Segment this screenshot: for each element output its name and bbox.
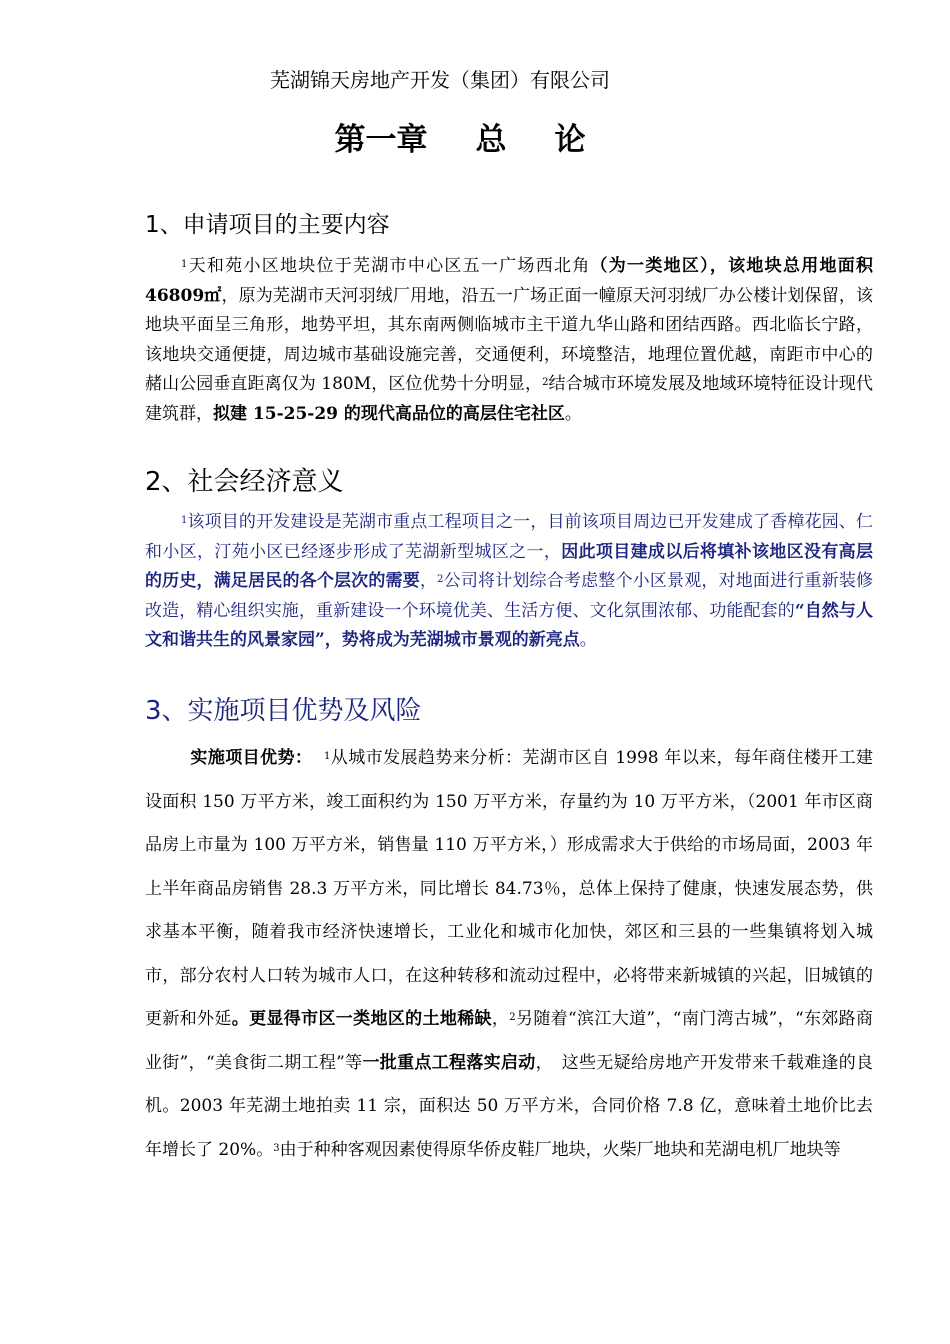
footnote-marker: 2 [437, 574, 444, 585]
bold-run: （为一类地区），该地块总用地面积 46809㎡ [145, 256, 874, 306]
section-3-heading: 3、实施项目优势及风险 [145, 696, 422, 726]
text-run: 另随着“滨江大道”，“南门湾古城”，“东郊路商业街”，“美食街二期工程”等 [145, 1009, 874, 1073]
section-3-paragraph [145, 737, 873, 1172]
chapter-title-char-1: 总 [475, 122, 507, 158]
footnote-marker: 2 [542, 377, 549, 388]
text-run: 。 [564, 403, 582, 424]
text-run: 从城市发展趋势来分析：芜湖市区自 1998 年以来，每年商住楼开工建设面积 150 万平方米，竣工面积约为 150 万平方米，存量约为 10 万平方米，（2001 年市区商品房上市量为 100 万平方米，销售量 110 万平方米，）形成需求大于供给的市场局面，2003 年上半年商品房销售 28.3 万平方米，同比增长 84.73％，总体上保持了健康，快速发展态势，供求基本平衡，随着我市经济快速增长，工业化和城市化加快，郊区和三县的一些集镇将划入城市，部分农村人口转为城市人口，在这种转移和流动过程中，必将带来新城镇的兴起，旧城镇的更新和外延 [145, 748, 874, 1029]
bold-run: 拟建 15-25-29 的现代高品位的高层住宅社区 [213, 403, 565, 424]
bold-run: “自然与人文和谐共生的风景家园”，势将成为芜湖城市景观的新亮点 [145, 600, 874, 650]
bold-run: 因此项目建成以后将填补该地区没有高层的历史，满足居民的各个层次的需要 [145, 541, 874, 591]
text-run: 公司将计划综合考虑整个小区景观，对地面进行重新装修改造，精心组织实施，重新建设一个环境优美、生活方便、文化氛围浓郁、功能配套的 [145, 571, 874, 621]
text-run: ， 这些无疑给房地产开发带来千载难逢的良机。2003 年芜湖土地拍卖 11 宗，面积达 50 万平方米，合同价格 7.8 亿，意味着土地价比去年增长了 20%。 [145, 1052, 874, 1160]
text-run: 该项目的开发建设是芜湖市重点工程项目之一，目前该项目周边已开发建成了香樟花园、仁和小区，汀苑小区已经逐步形成了芜湖新型城区之一， [145, 512, 873, 562]
footnote-marker: 2 [509, 1012, 516, 1023]
section-1-heading: 1、申请项目的主要内容 [145, 212, 390, 238]
footnote-marker: 1 [181, 259, 188, 270]
bold-run: 。更显得市区一类地区的土地稀缺 [231, 1009, 492, 1029]
bold-label: 实施项目优势： [190, 748, 313, 768]
section-2-paragraph [145, 508, 873, 656]
company-header: 芜湖锦天房地产开发（集团）有限公司 [270, 68, 610, 92]
text-run: 天和苑小区地块位于芜湖市中心区五一广场西北角 [187, 256, 591, 276]
footnote-marker: 1 [324, 751, 331, 762]
footnote-marker: 1 [181, 515, 188, 526]
section-1-paragraph [145, 252, 873, 429]
text-run: ，原为芜湖市天河羽绒厂用地，沿五一广场正面一幢原天河羽绒厂办公楼计划保留，该地块平面呈三角形，地势平坦，其东南两侧临城市主干道九华山路和团结西路。西北临长宁路，该地块交通便捷，周边城市基础设施完善，交通便利，环境整洁，地理位置优越，南距市中心的赭山公园垂直距离仅为 180M，区位优势十分明显， [145, 285, 873, 394]
bold-run: 一批重点工程落实启动 [362, 1052, 536, 1073]
text-run: 由于种种客观因素使得原华侨皮鞋厂地块，火柴厂地块和芜湖电机厂地块等 [279, 1139, 841, 1160]
section-2-heading: 2、社会经济意义 [145, 467, 344, 497]
text-run: 结合城市环境发展及地域环境特征设计现代建筑群， [145, 374, 873, 424]
chapter-number: 第一章 [334, 122, 428, 158]
text-run: ， [419, 571, 438, 591]
footnote-marker: 3 [273, 1142, 280, 1154]
text-run: 。 [579, 630, 597, 650]
chapter-title [0, 114, 920, 159]
chapter-title-char-2: 论 [554, 122, 586, 158]
text-run: ， [491, 1009, 510, 1029]
